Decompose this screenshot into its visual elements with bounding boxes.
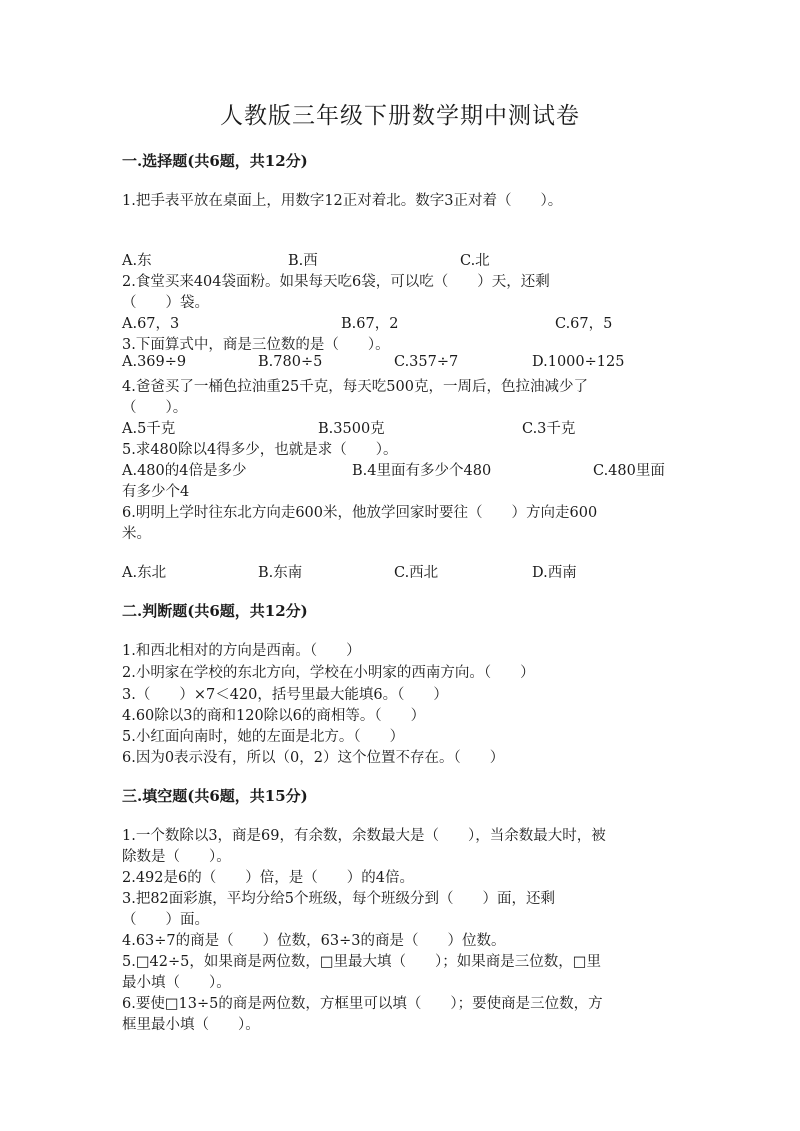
list-item: 5.□42÷5，如果商是两位数，□里最大填（ ）；如果商是三位数，□里 [122,954,602,970]
option: A.5千克 [122,421,176,437]
option: D.1000÷125 [532,354,625,370]
list-item: 4.63÷7的商是（ ）位数，63÷3的商是（ ）位数。 [122,933,506,949]
option: D.西南 [532,565,577,581]
list-item: 3.把82面彩旗，平均分给5个班级，每个班级分到（ ）面，还剩 [122,891,556,907]
option: 有多少个4 [122,484,190,500]
option: C.西北 [394,565,439,581]
option: B.780÷5 [258,354,323,370]
list-item: 1.和西北相对的方向是西南。（ ） [122,643,361,659]
section-heading-fill: 三.填空题(共6题，共15分) [122,787,308,805]
option: B.4里面有多少个480 [352,463,492,479]
option: A.480的4倍是多少 [122,463,247,479]
list-item: 框里最小填（ ）。 [122,1017,260,1033]
option: B.西 [288,253,318,269]
page-title: 人教版三年级下册数学期中测试卷 [220,103,580,129]
list-item: 最小填（ ）。 [122,975,231,991]
option: B.3500克 [318,421,385,437]
list-item: 2.小明家在学校的东北方向，学校在小明家的西南方向。（ ） [122,665,535,681]
list-item: （ ）面。 [122,912,209,928]
question-stem: 2.食堂买来404袋面粉。如果每天吃6袋，可以吃（ ）天，还剩 [122,274,550,290]
question-stem: 6.明明上学时往东北方向走600米，他放学回家时要往（ ）方向走600 [122,505,598,521]
list-item: 5.小红面向南时，她的左面是北方。（ ） [122,729,405,745]
question-stem: （ ）袋。 [122,295,209,311]
question-stem: 1.把手表平放在桌面上，用数字12正对着北。数字3正对着（ ）。 [122,193,563,209]
option: A.东 [122,253,152,269]
option: B.东南 [258,565,303,581]
question-stem: 3.下面算式中，商是三位数的是（ ）。 [122,337,390,353]
option: C.3千克 [522,421,576,437]
option: C.357÷7 [394,354,459,370]
question-stem: 米。 [122,526,151,542]
option: B.67，2 [341,316,399,332]
list-item: 6.因为0表示没有，所以（0，2）这个位置不存在。（ ） [122,750,505,766]
list-item: 4.60除以3的商和120除以6的商相等。（ ） [122,708,426,724]
section-heading-choice: 一.选择题(共6题，共12分) [122,152,308,170]
option: A.369÷9 [122,354,187,370]
section-heading-judge: 二.判断题(共6题，共12分) [122,602,308,620]
option: C.480里面 [593,463,665,479]
option: C.北 [460,253,490,269]
list-item: 除数是（ ）。 [122,849,231,865]
option: C.67，5 [555,316,613,332]
list-item: 3.（ ）×7＜420，括号里最大能填6。（ ） [122,687,448,703]
option: A.东北 [122,565,167,581]
list-item: 2.492是6的（ ）倍，是（ ）的4倍。 [122,870,414,886]
question-stem: 5.求480除以4得多少，也就是求（ ）。 [122,442,398,458]
list-item: 1.一个数除以3，商是69，有余数，余数最大是（ ），当余数最大时，被 [122,828,606,844]
option: A.67，3 [122,316,180,332]
question-stem: （ ）。 [122,400,188,416]
list-item: 6.要使□13÷5的商是两位数，方框里可以填（ ）；要使商是三位数，方 [122,996,603,1012]
question-stem: 4.爸爸买了一桶色拉油重25千克，每天吃500克，一周后，色拉油减少了 [122,379,588,395]
